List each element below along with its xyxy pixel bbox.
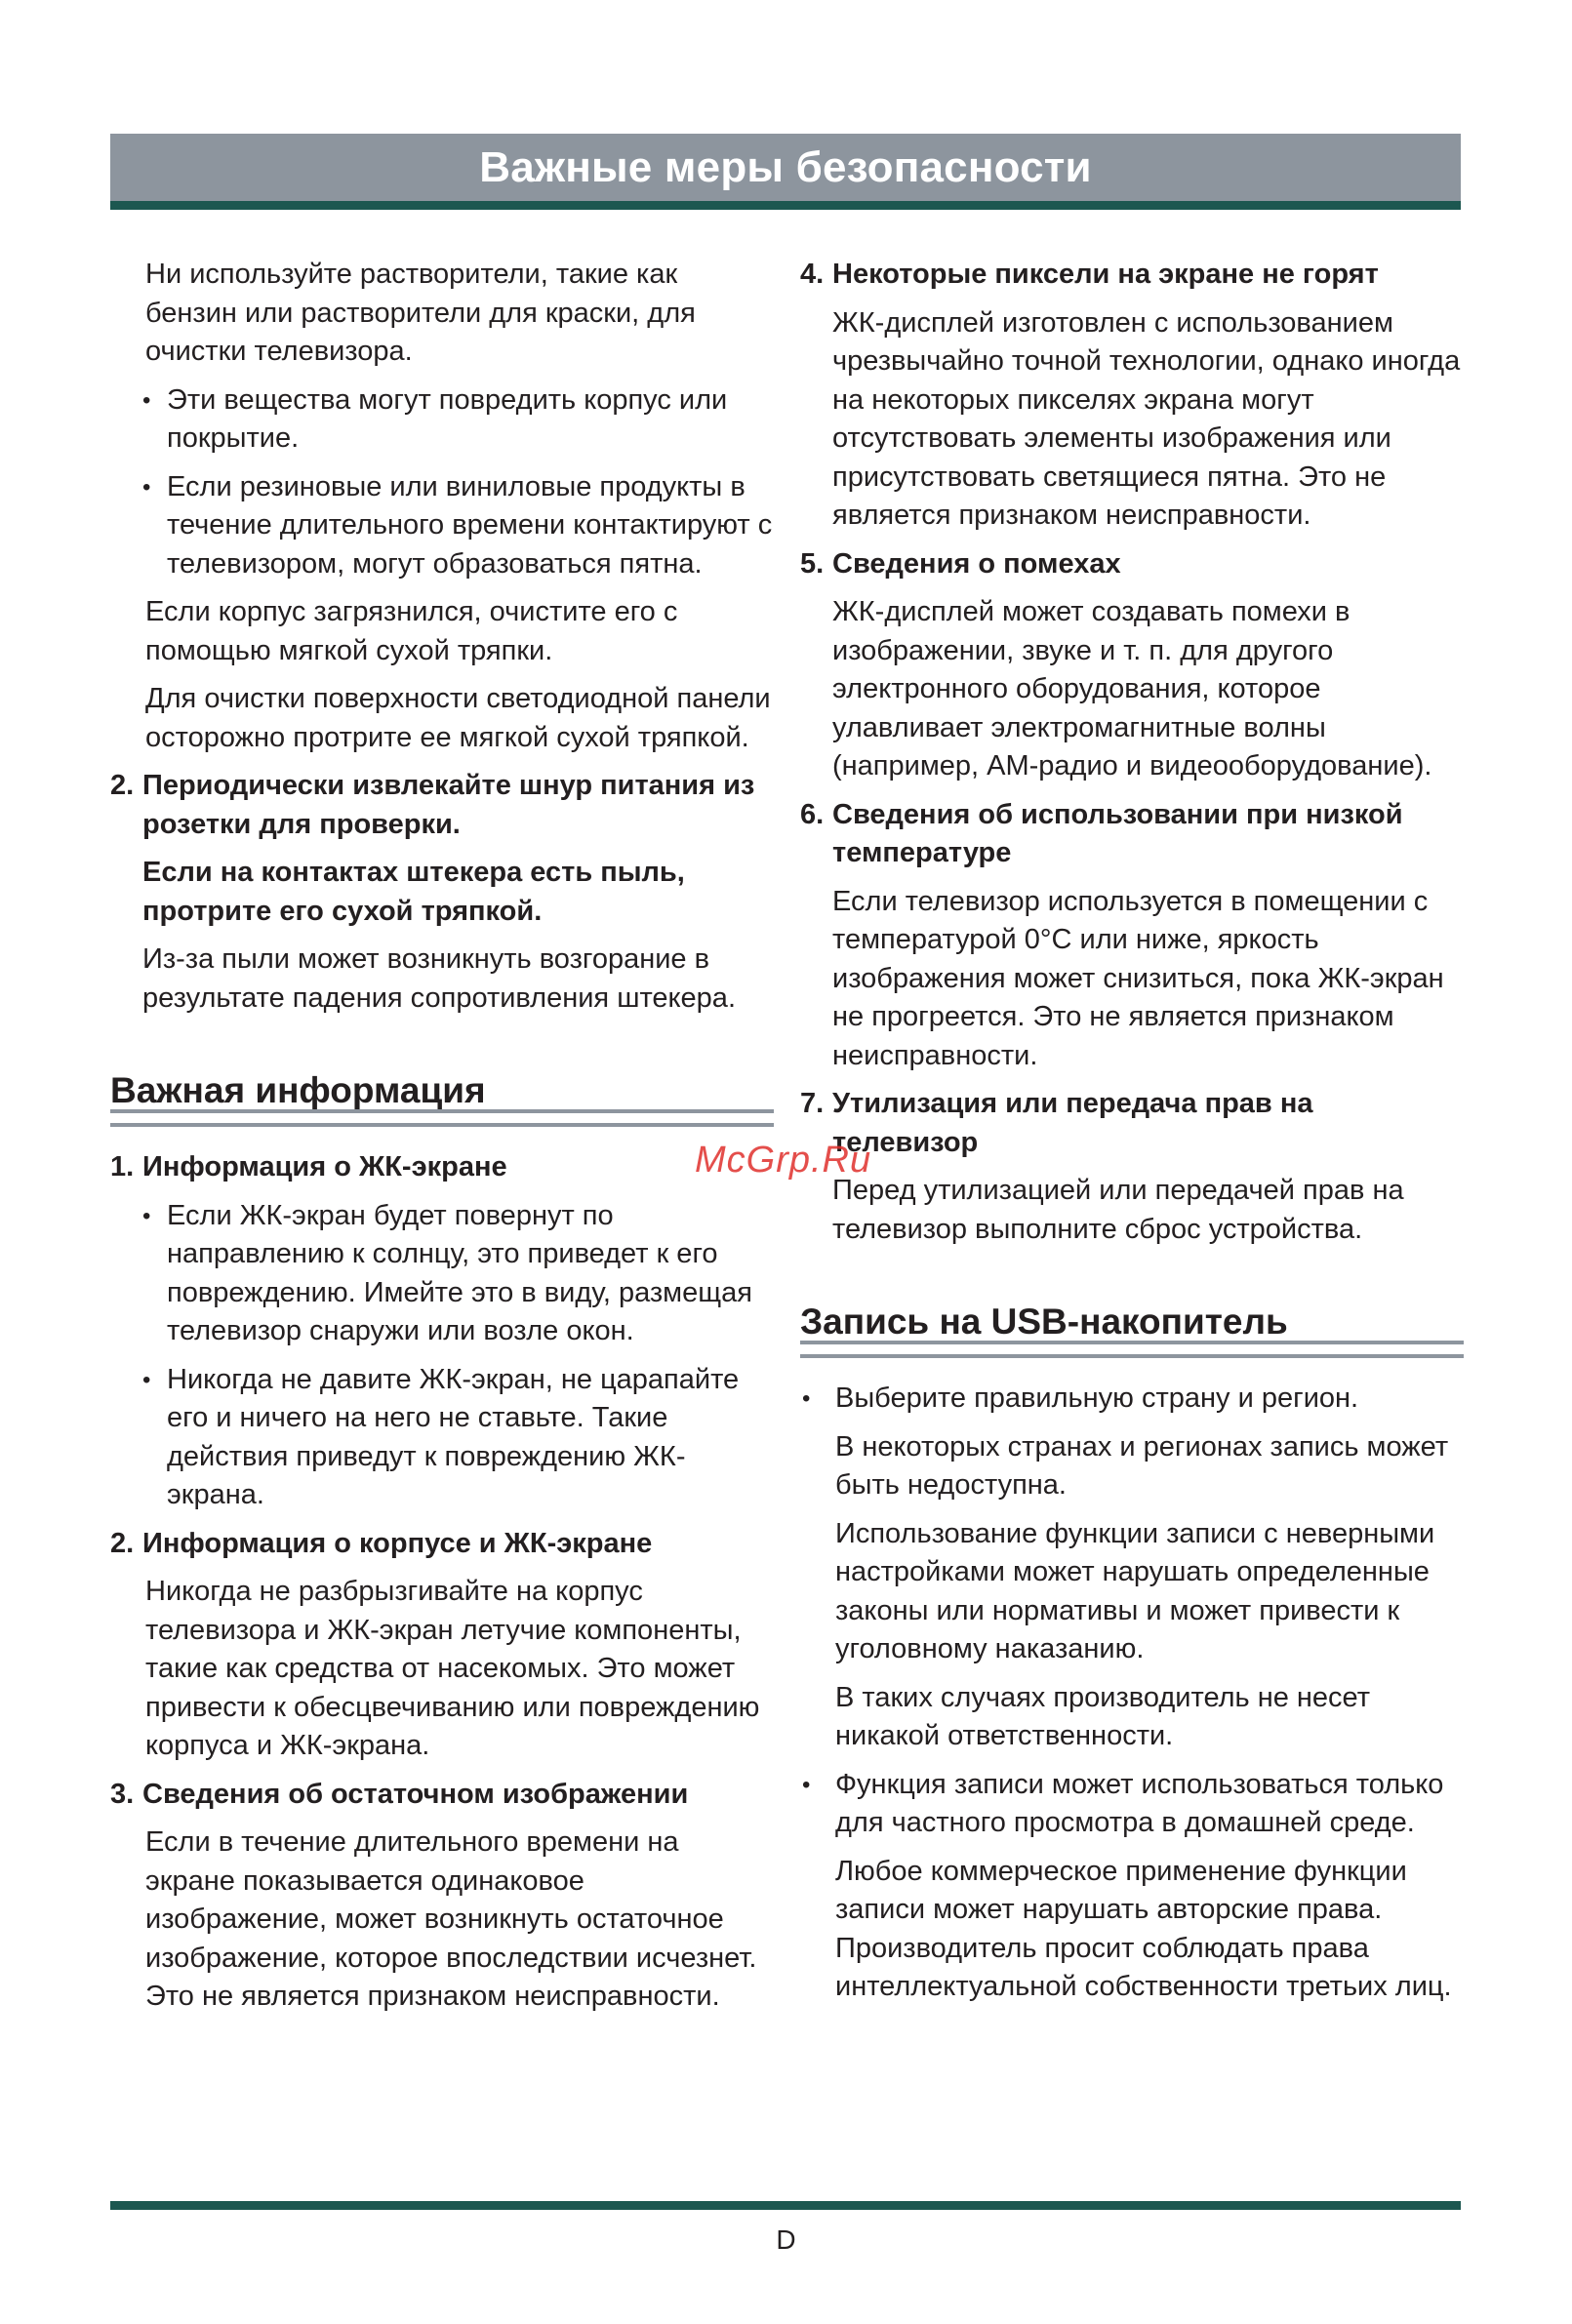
usb-paragraph: В таких случаях производитель не несет никакой ответственности. [835,1681,1370,1751]
page-header-band [110,134,1461,210]
section-title-usb-recording: Запись на USB-накопитель [800,1259,1464,1358]
disposal-text: Перед утилизацией или передачей прав на телевизор выполните сброс устройства. [832,1175,1404,1245]
numbered-heading-info-7: 7. Утилизация или передача прав на телевизор [800,1088,1313,1158]
usb-bullets-2 [800,1766,1464,1843]
section-title-important-info: Важная информация [110,1027,774,1127]
numbered-heading-info-5: 5. Сведения о помехах [800,547,1121,580]
numbered-heading-info-4: 4. Некоторые пиксели на экране не горят [800,259,1379,290]
usb-paragraph: Использование функции записи с неверными настройками может нарушать определенные законы или нормативы и может привести к уголовному наказанию. [835,1517,1435,1664]
afterimage-text: Если в течение длительного времени на экране показывается одинаковое изображение, может возникнуть остаточное изображение, которое впоследствии исчезнет. Это не является признаком неисправности. [145,1826,757,2012]
numbered-heading-info-1: 1. Информация о ЖК-экране [110,1151,507,1182]
usb-bullets-1 [800,1380,1464,1419]
numbered-heading-2: 2. Периодически извлекайте шнур питания из розетки для проверки. [110,770,755,840]
right-column [800,256,1464,2017]
usb-paragraph: В некоторых странах и регионах запись может быть недоступна. [835,1430,1449,1501]
plug-dust-text: Из-за пыли может возникнуть возгорание в результате падения сопротивления штекера. [142,943,736,1014]
list-item: • Если резиновые или виниловые продукты в течение длительного времени контактируют с телевизором, могут образоваться пятна. [110,468,774,584]
list-item: • Никогда не давите ЖК-экран, не царапайте его и ничего на него не ставьте. Такие действия приведут к повреждению ЖК-экрана. [110,1361,774,1515]
list-item: • Если ЖК-экран будет повернут по направлению к солнцу, это приведет к его повреждению. Имейте это в виду, размещая телевизор снаружи или возле окон. [110,1197,774,1351]
numbered-heading-info-3: 3. Сведения об остаточном изображении [110,1778,689,1810]
numbered-heading-info-6: 6. Сведения об использовании при низкой температуре [800,798,1403,868]
numbered-heading-info-2: 2. Информация о корпусе и ЖК-экране [110,1527,653,1559]
list-item: • Выберите правильную страну и регион. [800,1380,1464,1419]
plug-dust-note: Если на контактах штекера есть пыль, протрите его сухой тряпкой. [142,857,685,927]
watermark-text: McGrp.Ru [695,1140,872,1181]
list-item: • Эти вещества могут повредить корпус или покрытие. [110,381,774,459]
page-title: Важные меры безопасности [479,142,1092,191]
solvents-bullets [110,381,774,584]
cabinet-info-text: Никогда не разбрызгивайте на корпус телевизора и ЖК-экран летучие компоненты, такие как средства от насекомых. Это может привести к обесцвечиванию или повреждению корпуса и ЖК-экрана. [145,1576,760,1761]
footer-rule [110,2201,1461,2210]
panel-cleaning-paragraph: Для очистки поверхности светодиодной панели осторожно протрите ее мягкой сухой тряпкой. [145,683,771,753]
lcd-bullets [110,1197,774,1515]
low-temperature-text: Если телевизор используется в помещении с температурой 0°C или ниже, яркость изображения может снизиться, пока ЖК-экран не прогреется. Это не является признаком неисправности. [832,885,1444,1071]
pixels-text: ЖК-дисплей изготовлен с использованием чрезвычайно точной технологии, однако иногда на некоторых пикселях экрана могут отсутствовать элементы изображения или присутствовать светящиеся пятна. Это не является признаком неисправности. [832,306,1461,531]
list-item: • Функция записи может использоваться только для частного просмотра в домашней среде. [800,1766,1464,1843]
page-number: D [776,2224,796,2255]
usb-paragraph: Любое коммерческое применение функции записи может нарушать авторские права. Производитель просит соблюдать права интеллектуальной собственности третьих лиц. [835,1855,1452,2002]
solvents-paragraph: Ни используйте растворители, такие как бензин или растворители для краски, для очистки телевизора. [145,259,696,367]
left-column [110,256,774,2026]
interference-text: ЖК-дисплей может создавать помехи в изображении, звуке и т. п. для другого электронного оборудования, которое улавливает электромагнитные волны (например, АМ-радио и видеооборудование). [832,596,1432,781]
cleaning-paragraph: Если корпус загрязнился, очистите его с помощью мягкой сухой тряпки. [145,596,678,666]
